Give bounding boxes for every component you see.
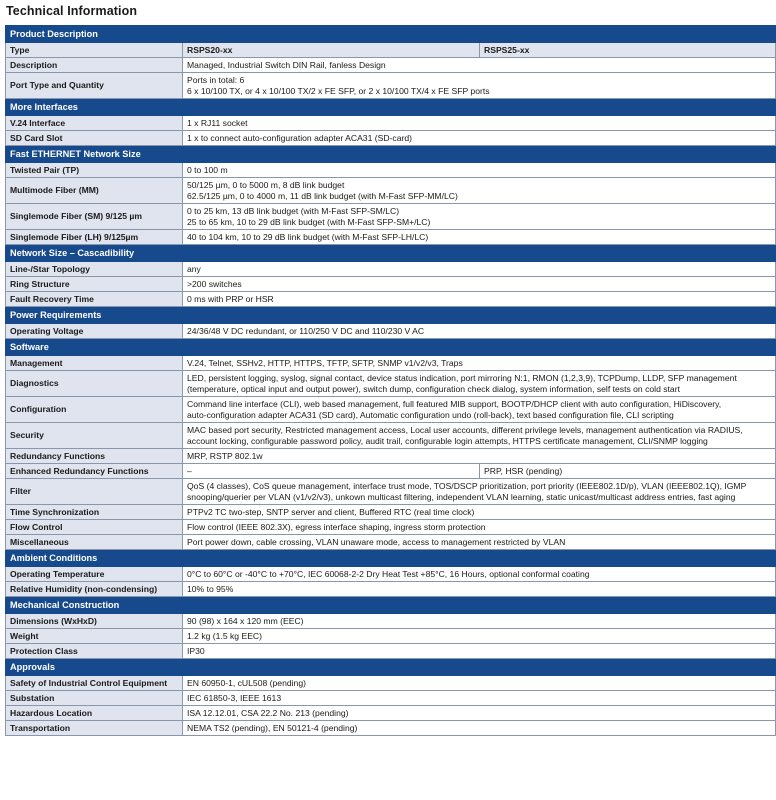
spec-value [183, 706, 776, 721]
spec-row [6, 691, 776, 706]
spec-value-line: 0 to 25 km, 13 dB link budget (with M-Fast SFP-SM/LC) [187, 206, 400, 216]
spec-value [183, 371, 776, 397]
section-header-row [6, 307, 776, 324]
spec-value [183, 116, 776, 131]
spec-value [183, 691, 776, 706]
spec-value [183, 676, 776, 691]
spec-label: Enhanced Redundancy Functions [6, 464, 183, 479]
spec-row [6, 397, 776, 423]
spec-label: Line-/Star Topology [6, 262, 183, 277]
spec-row [6, 479, 776, 505]
spec-row [6, 505, 776, 520]
spec-value [183, 73, 776, 99]
spec-row [6, 582, 776, 597]
section-title: Fast ETHERNET Network Size [6, 146, 776, 163]
spec-row [6, 629, 776, 644]
spec-value [183, 629, 776, 644]
spec-value [183, 479, 776, 505]
section-header-row [6, 339, 776, 356]
spec-value-line: ISA 12.12.01, CSA 22.2 No. 213 (pending) [187, 707, 349, 718]
spec-value-line: 1 x RJ11 socket [187, 117, 248, 128]
section-title: Software [6, 339, 776, 356]
spec-value-line: 0 ms with PRP or HSR [187, 293, 274, 304]
spec-row [6, 178, 776, 204]
spec-value [183, 292, 776, 307]
spec-label: Fault Recovery Time [6, 292, 183, 307]
spec-value-rsps20: – [183, 464, 480, 479]
spec-label: Relative Humidity (non-condensing) [6, 582, 183, 597]
spec-value-line: snooping/querier per VLAN (v1/v2/v3), unkown multicast filtering, independent VLAN learning, static unicast/multicast address entries, fast aging [187, 491, 736, 502]
spec-value-line: Managed, Industrial Switch DIN Rail, fanless Design [187, 59, 386, 70]
spec-label: Multimode Fiber (MM) [6, 178, 183, 204]
section-header-row [6, 550, 776, 567]
spec-value-line: Flow control (IEEE 802.3X), egress interface shaping, ingress storm protection [187, 521, 486, 532]
spec-label: Safety of Industrial Control Equipment [6, 676, 183, 691]
section-header-row [6, 146, 776, 163]
spec-row [6, 535, 776, 550]
spec-value-line: 25 to 65 km, 10 to 29 dB link budget (with M-Fast SFP-SM+/LC) [187, 216, 431, 227]
spec-value-line: >200 switches [187, 278, 242, 289]
spec-value-line: 1 x to connect auto-configuration adapter ACA31 (SD-card) [187, 132, 412, 143]
spec-label: Ring Structure [6, 277, 183, 292]
spec-value-line: PTPv2 TC two-step, SNTP server and client, Buffered RTC (real time clock) [187, 506, 475, 517]
spec-row [6, 116, 776, 131]
spec-row [6, 204, 776, 230]
spec-label: SD Card Slot [6, 131, 183, 146]
spec-row [6, 58, 776, 73]
spec-value [183, 721, 776, 736]
spec-value [183, 262, 776, 277]
spec-value [183, 614, 776, 629]
section-header-row [6, 26, 776, 43]
spec-label: Singlemode Fiber (LH) 9/125µm [6, 230, 183, 245]
section-header-row [6, 659, 776, 676]
spec-value-line: Port power down, cable crossing, VLAN unaware mode, access to management restricted by VLAN [187, 536, 566, 547]
spec-value [183, 397, 776, 423]
spec-row [6, 262, 776, 277]
spec-label: V.24 Interface [6, 116, 183, 131]
spec-value-line: 90 (98) x 164 x 120 mm (EEC) [187, 615, 304, 626]
page-title: Technical Information [6, 4, 138, 18]
section-title: Ambient Conditions [6, 550, 776, 567]
spec-value-line: MRP, RSTP 802.1w [187, 450, 263, 461]
type-label: Type [6, 43, 183, 58]
section-header-row [6, 245, 776, 262]
spec-value-line: any [187, 263, 201, 274]
product-rsps20: RSPS20-xx [183, 43, 480, 58]
spec-label: Singlemode Fiber (SM) 9/125 µm [6, 204, 183, 230]
section-header-row [6, 597, 776, 614]
spec-label: Redundancy Functions [6, 449, 183, 464]
spec-label: Diagnostics [6, 371, 183, 397]
spec-row [6, 423, 776, 449]
section-header-row [6, 99, 776, 116]
spec-row [6, 464, 776, 479]
spec-value-line: account locking, configurable password policy, audit trail, configurable login attempts, HTTPS certificate management, CLI/SNMP logging [187, 435, 708, 446]
spec-row [6, 230, 776, 245]
spec-label: Substation [6, 691, 183, 706]
spec-value-line: MAC based port security, Restricted management access, Local user accounts, different privilege levels, management authentication via RADIUS, [187, 425, 743, 435]
spec-value-line: Command line interface (CLI), web based management, full featured MIB support, BOOTP/DHCP client with auto configuration, HiDiscovery, [187, 399, 722, 409]
spec-value-line: QoS (4 classes), CoS queue management, interface trust mode, TOS/DSCP prioritization, port priority (IEEE802.1D/p), VLAN (IEEE802.1Q), IGMP [187, 481, 747, 491]
section-title: More Interfaces [6, 99, 776, 116]
spec-value-line: 0 to 100 m [187, 164, 228, 175]
spec-label: Time Synchronization [6, 505, 183, 520]
product-rsps25: RSPS25-xx [480, 43, 776, 58]
spec-label: Description [6, 58, 183, 73]
spec-label: Protection Class [6, 644, 183, 659]
spec-label: Transportation [6, 721, 183, 736]
spec-value [183, 178, 776, 204]
spec-value [183, 58, 776, 73]
spec-row [6, 73, 776, 99]
spec-label: Dimensions (WxHxD) [6, 614, 183, 629]
spec-row [6, 324, 776, 339]
spec-value-line: 0°C to 60°C or -40°C to +70°C, IEC 60068-2-2 Dry Heat Test +85°C, 16 Hours, optional conformal coating [187, 568, 590, 579]
spec-row [6, 131, 776, 146]
spec-row [6, 614, 776, 629]
spec-value-line: auto-configuration adapter ACA31 (SD card), Automatic configuration undo (roll-back), text based configuration file, CLI scripting [187, 409, 674, 420]
spec-value [183, 277, 776, 292]
spec-label: Port Type and Quantity [6, 73, 183, 99]
spec-value [183, 582, 776, 597]
section-title: Mechanical Construction [6, 597, 776, 614]
spec-row [6, 277, 776, 292]
spec-label: Management [6, 356, 183, 371]
spec-row [6, 356, 776, 371]
spec-value [183, 356, 776, 371]
spec-label: Hazardous Location [6, 706, 183, 721]
spec-row [6, 371, 776, 397]
spec-value [183, 644, 776, 659]
spec-value-line: 40 to 104 km, 10 to 29 dB link budget (with M-Fast SFP-LH/LC) [187, 231, 429, 242]
spec-value-line: 10% to 95% [187, 583, 234, 594]
spec-table [5, 25, 776, 736]
spec-value [183, 520, 776, 535]
spec-value-line: NEMA TS2 (pending), EN 50121-4 (pending) [187, 722, 358, 733]
section-title: Product Description [6, 26, 776, 43]
spec-label: Flow Control [6, 520, 183, 535]
spec-row [6, 163, 776, 178]
spec-row [6, 292, 776, 307]
spec-label: Twisted Pair (TP) [6, 163, 183, 178]
section-title: Approvals [6, 659, 776, 676]
spec-value-line: EN 60950-1, cUL508 (pending) [187, 677, 306, 688]
spec-value [183, 324, 776, 339]
spec-value-line: 6 x 10/100 TX, or 4 x 10/100 TX/2 x FE SFP, or 2 x 10/100 TX/4 x FE SFP ports [187, 85, 490, 96]
spec-value [183, 505, 776, 520]
spec-label: Configuration [6, 397, 183, 423]
spec-value-line: 1.2 kg (1.5 kg EEC) [187, 630, 262, 641]
spec-label: Filter [6, 479, 183, 505]
spec-row [6, 520, 776, 535]
spec-value [183, 204, 776, 230]
spec-value-line: (temperature, optical input and output power), switch dump, configuration check dialog, system information, self tests on cold start [187, 383, 680, 394]
spec-value [183, 131, 776, 146]
spec-value-rsps25: PRP, HSR (pending) [480, 464, 776, 479]
spec-row [6, 706, 776, 721]
spec-value [183, 567, 776, 582]
section-title: Network Size – Cascadibility [6, 245, 776, 262]
spec-label: Security [6, 423, 183, 449]
spec-value-line: V.24, Telnet, SSHv2, HTTP, HTTPS, TFTP, SFTP, SNMP v1/v2/v3, Traps [187, 357, 463, 368]
column-header-row [6, 43, 776, 58]
spec-label: Operating Voltage [6, 324, 183, 339]
spec-value [183, 449, 776, 464]
spec-value-line: 24/36/48 V DC redundant, or 110/250 V DC and 110/230 V AC [187, 325, 425, 336]
spec-value [183, 423, 776, 449]
spec-value-line: IEC 61850-3, IEEE 1613 [187, 692, 282, 703]
spec-value-line: LED, persistent logging, syslog, signal contact, device status indication, port mirroring N:1, RMON (1,2,3,9), TCPDump, LLDP, SFP management [187, 373, 737, 383]
spec-row [6, 644, 776, 659]
spec-value-line: Ports in total: 6 [187, 75, 245, 85]
spec-row [6, 721, 776, 736]
spec-row [6, 449, 776, 464]
spec-label: Operating Temperature [6, 567, 183, 582]
spec-value-line: 62.5/125 µm, 0 to 4000 m, 11 dB link budget (with M-Fast SFP-MM/LC) [187, 190, 458, 201]
spec-row [6, 676, 776, 691]
spec-label: Miscellaneous [6, 535, 183, 550]
section-title: Power Requirements [6, 307, 776, 324]
spec-value [183, 163, 776, 178]
spec-value [183, 230, 776, 245]
spec-label: Weight [6, 629, 183, 644]
spec-row [6, 567, 776, 582]
spec-value-line: IP30 [187, 645, 205, 656]
spec-value [183, 535, 776, 550]
spec-value-line: 50/125 µm, 0 to 5000 m, 8 dB link budget [187, 180, 345, 190]
